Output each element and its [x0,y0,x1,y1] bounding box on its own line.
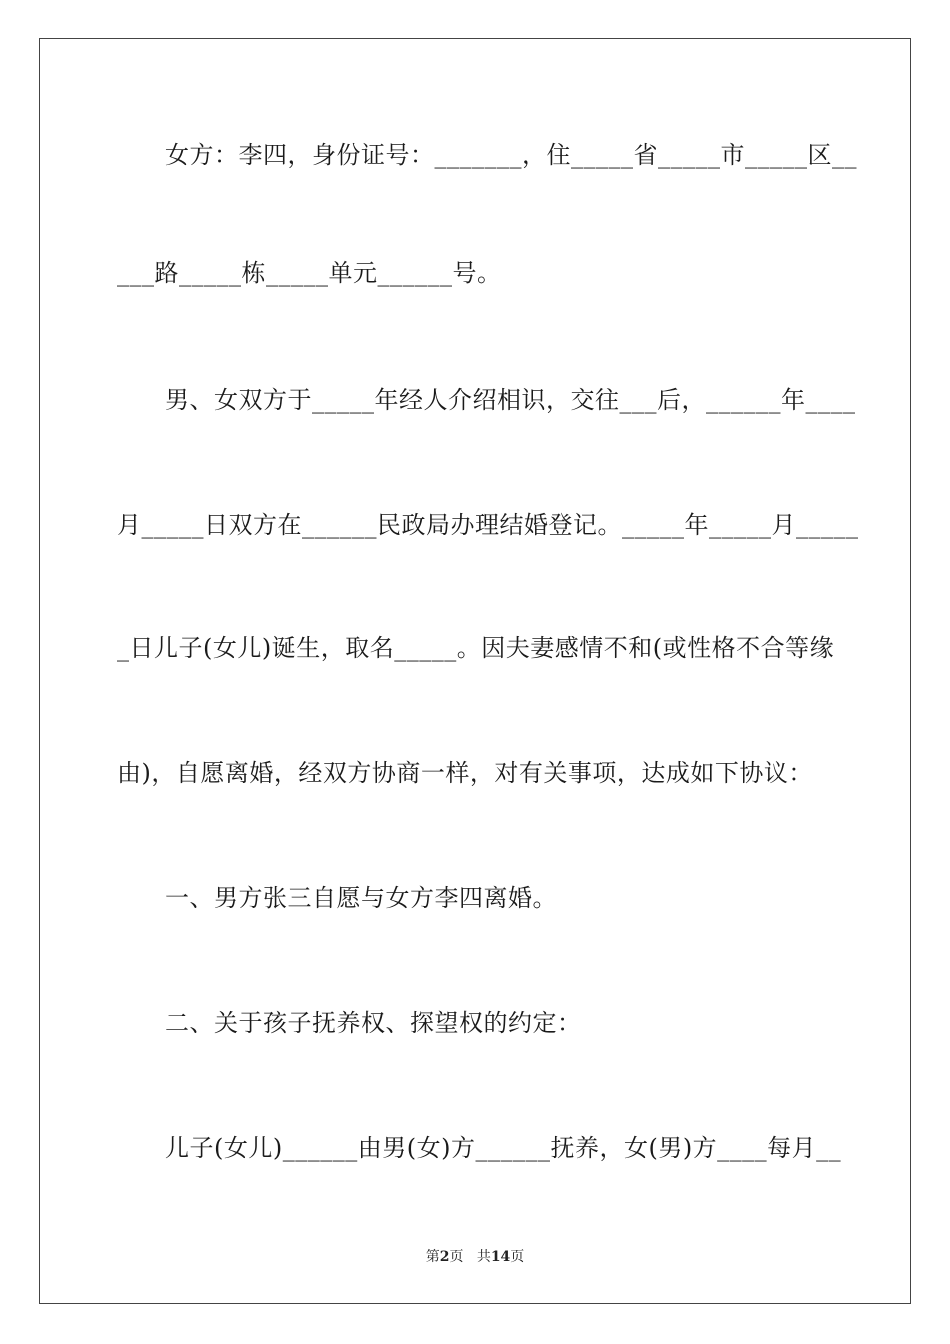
page-border [39,38,911,1304]
paragraph-line-1: 女方：李四，身份证号：_______，住_____省_____市_____区__ [165,141,857,169]
clause-one: 一、男方张三自愿与女方李四离婚。 [165,884,557,912]
paragraph-line-9: 儿子(女儿)______由男(女)方______抚养，女(男)方____每月__ [165,1134,842,1162]
clause-two: 二、关于孩子抚养权、探望权的约定： [165,1009,582,1037]
paragraph-line-2: ___路_____栋_____单元______号。 [117,259,502,287]
total-pages: 14 [490,1249,511,1265]
paragraph-line-5: _日儿子(女儿)诞生，取名_____。因夫妻感情不和(或性格不合等缘 [117,634,835,662]
page-prefix: 第 [425,1249,440,1265]
page-footer [0,1248,950,1266]
total-suffix: 页 [510,1249,525,1265]
paragraph-line-4: 月_____日双方在______民政局办理结婚登记。_____年_____月_____ [117,511,859,539]
paragraph-line-3: 男、女双方于_____年经人介绍相识，交往___后，______年____ [165,386,856,414]
paragraph-line-6: 由)，自愿离婚，经双方协商一样，对有关事项，达成如下协议： [117,759,813,787]
total-prefix: 共 [476,1249,491,1265]
page-suffix: 页 [449,1249,464,1265]
page-number: 2 [439,1249,450,1265]
